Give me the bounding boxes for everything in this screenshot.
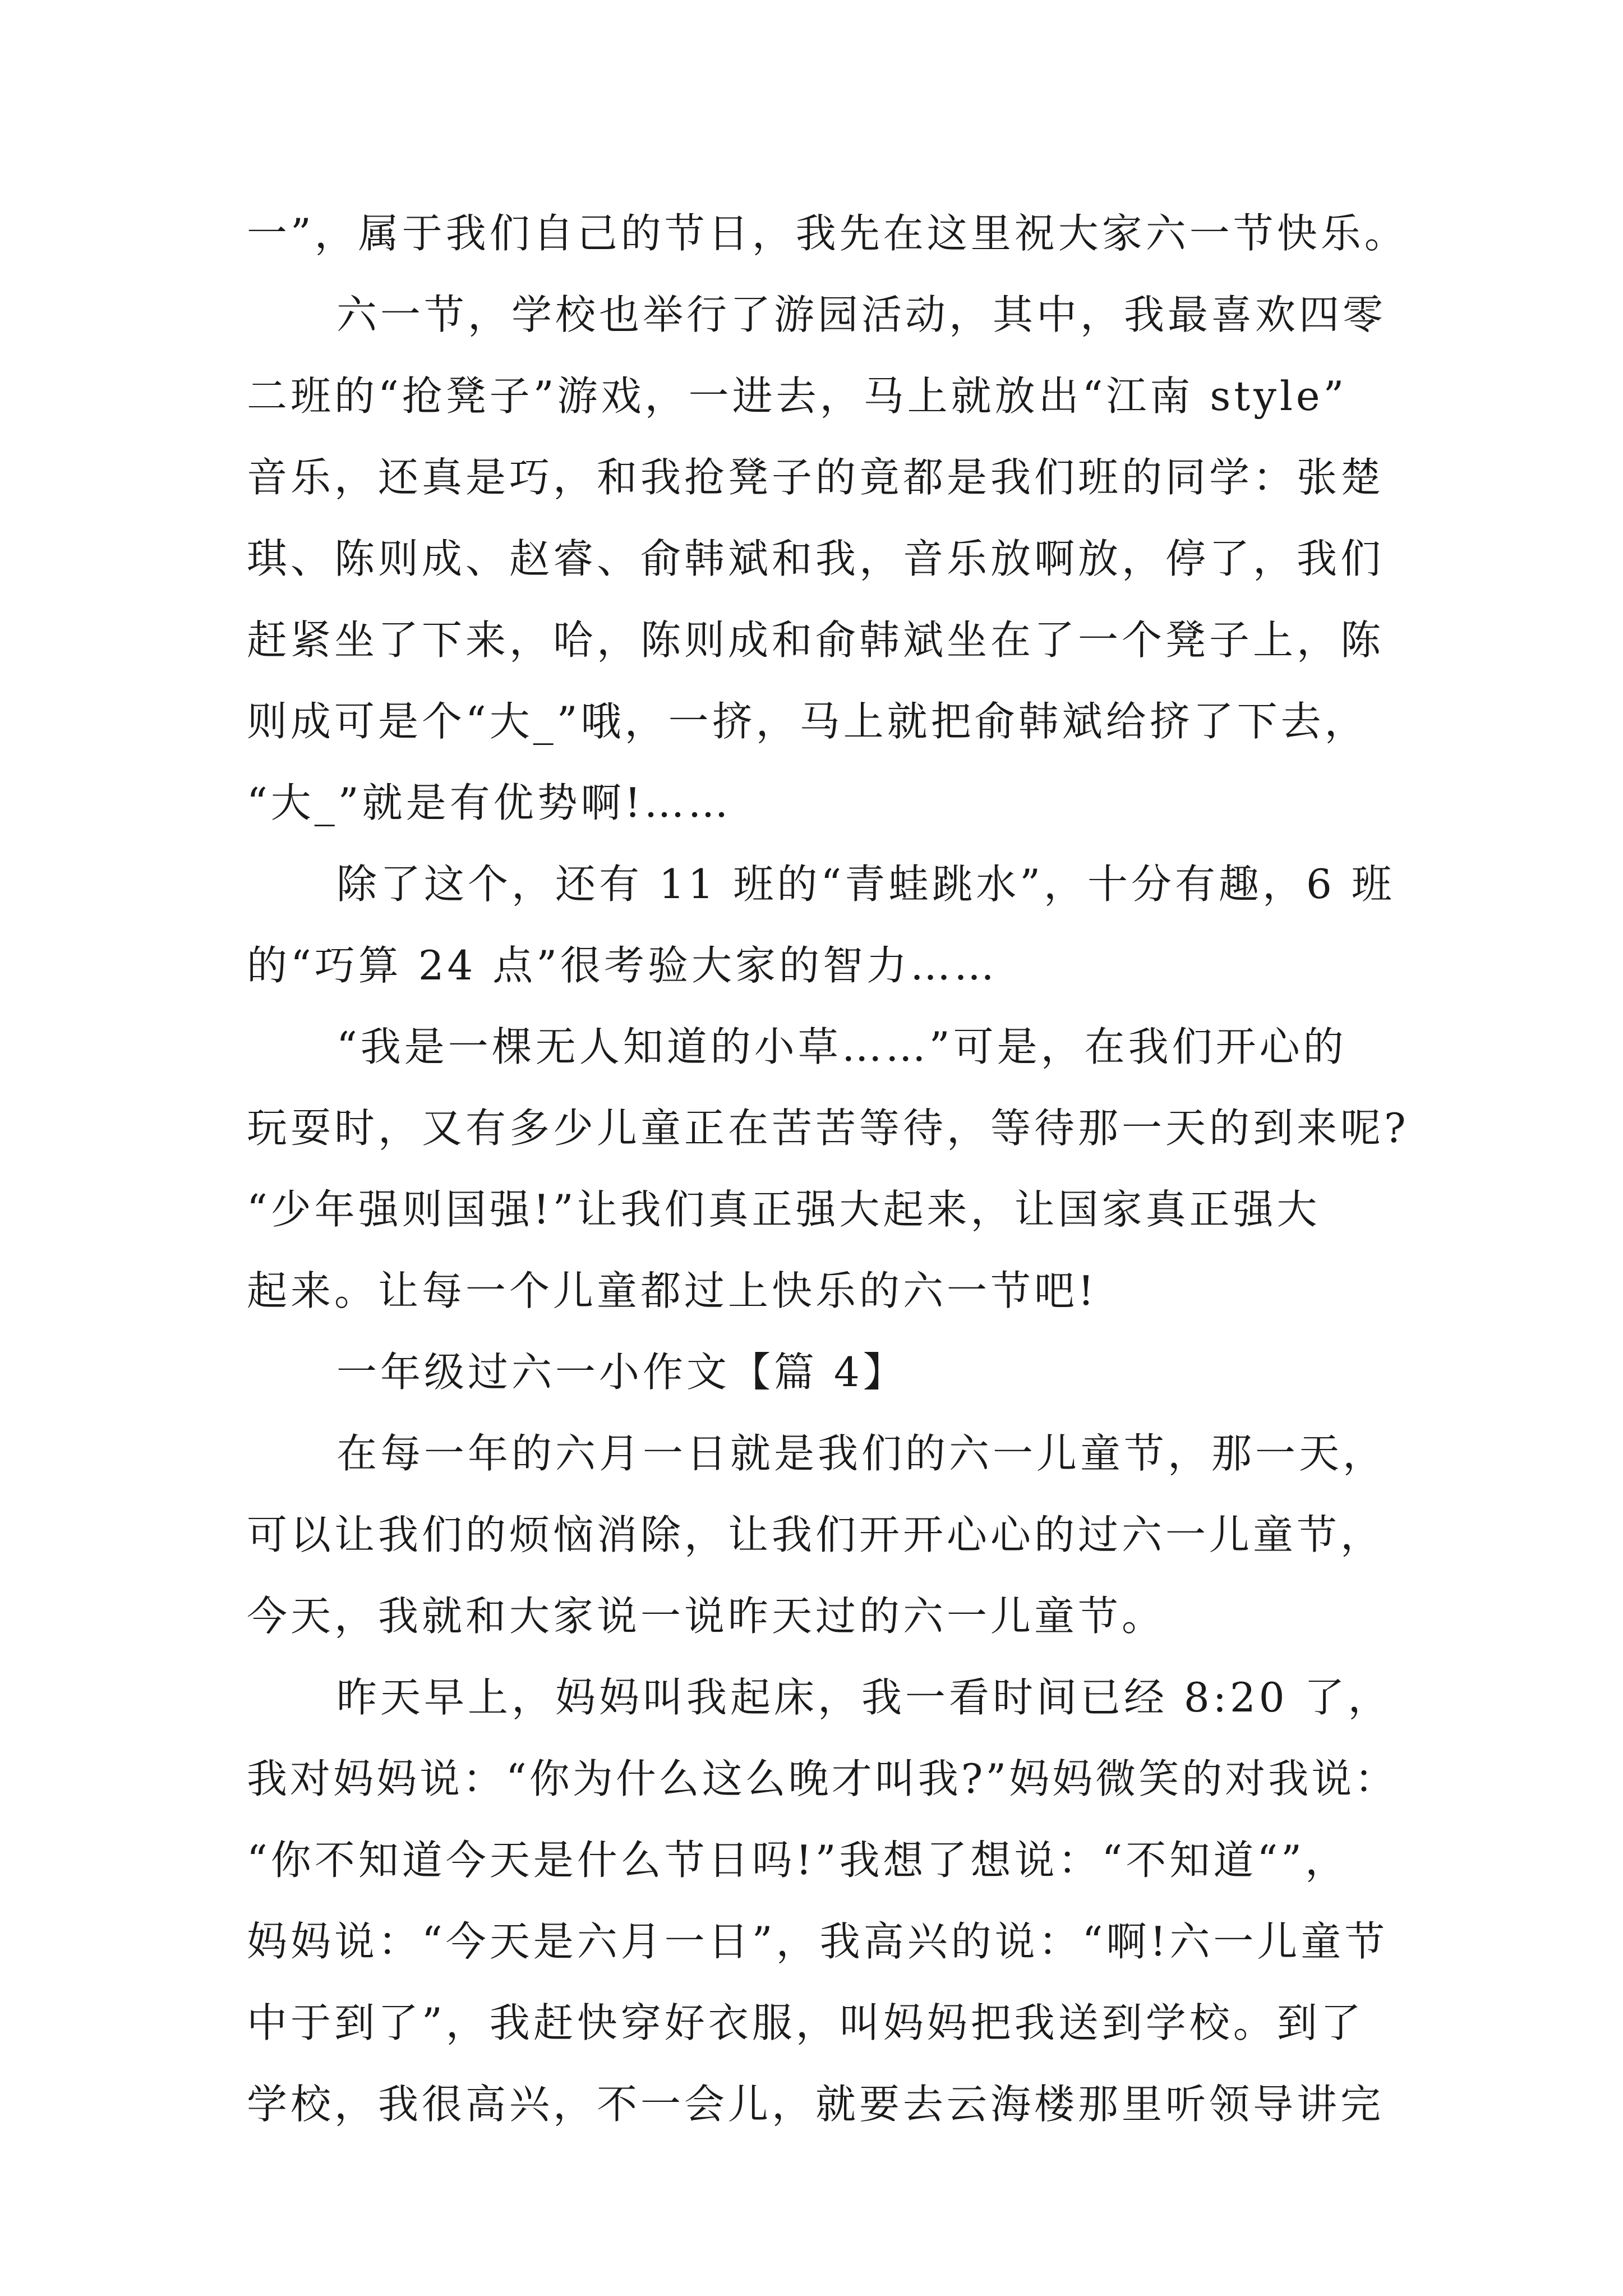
text-line: 的“巧算 24 点”很考验大家的智力…… xyxy=(247,942,998,989)
section-heading: 一年级过六一小作文【篇 4】 xyxy=(336,1349,907,1396)
text-line: 起来。让每一个儿童都过上快乐的六一节吧! xyxy=(247,1267,1098,1314)
text-line: 除了这个，还有 11 班的“青蛙跳水”，十分有趣，6 班 xyxy=(336,861,1395,908)
text-line: 二班的“抢凳子”游戏，一进去，马上就放出“江南 style” xyxy=(247,372,1348,420)
text-line: 赶紧坐了下来，哈，陈则成和俞韩斌坐在了一个凳子上，陈 xyxy=(247,616,1385,664)
text-line: 中于到了”，我赶快穿好衣服，叫妈妈把我送到学校。到了 xyxy=(247,1999,1364,2046)
text-line: 六一节，学校也举行了游园活动，其中，我最喜欢四零 xyxy=(336,291,1387,338)
text-line: 可以让我们的烦恼消除，让我们开开心心的过六一儿童节， xyxy=(247,1511,1385,1558)
text-line: 在每一年的六月一日就是我们的六一儿童节，那一天， xyxy=(336,1430,1387,1477)
text-line: 玩耍时，又有多少儿童正在苦苦等待，等待那一天的到来呢? xyxy=(247,1105,1409,1152)
text-line: “少年强则国强!”让我们真正强大起来，让国家真正强大 xyxy=(247,1186,1321,1233)
text-line: 学校，我很高兴，不一会儿，就要去云海楼那里听领导讲完 xyxy=(247,2081,1385,2128)
text-line: “我是一棵无人知道的小草……”可是，在我们开心的 xyxy=(336,1023,1347,1070)
text-line: 昨天早上，妈妈叫我起床，我一看时间已经 8:20 了， xyxy=(336,1674,1392,1721)
text-line: 音乐，还真是巧，和我抢凳子的竟都是我们班的同学：张楚 xyxy=(247,454,1385,501)
text-line: “大_”就是有优势啊!…… xyxy=(247,779,732,826)
text-line: 妈妈说：“今天是六月一日”，我高兴的说：“啊!六一儿童节 xyxy=(247,1918,1389,1965)
text-line: 则成可是个“大_”哦，一挤，马上就把俞韩斌给挤了下去， xyxy=(247,698,1368,745)
text-line: 琪、陈则成、赵睿、俞韩斌和我，音乐放啊放，停了，我们 xyxy=(247,535,1385,582)
text-line: 一”，属于我们自己的节日，我先在这里祝大家六一节快乐。 xyxy=(247,210,1408,257)
text-line: 今天，我就和大家说一说昨天过的六一儿童节。 xyxy=(247,1593,1166,1640)
text-line: “你不知道今天是什么节日吗!”我想了想说：“不知道“”， xyxy=(247,1837,1349,1884)
text-line: 我对妈妈说：“你为什么这么晚才叫我?”妈妈微笑的对我说： xyxy=(247,1755,1398,1802)
